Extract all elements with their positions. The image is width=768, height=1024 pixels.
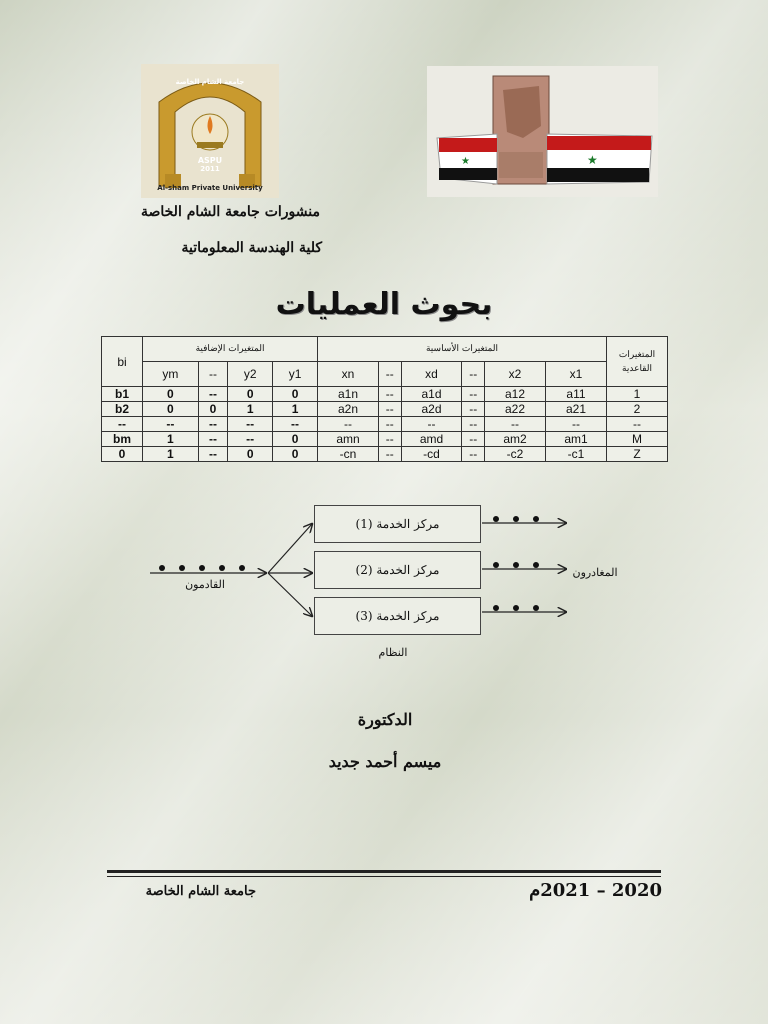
arrivals-dots	[159, 565, 245, 571]
table-cell: a12	[485, 387, 546, 402]
table-cell: 0	[273, 432, 318, 447]
var-xd: xd	[401, 362, 462, 387]
svg-text:★: ★	[461, 156, 470, 167]
table-cell: M	[607, 432, 668, 447]
table-cell: --	[318, 417, 379, 432]
table-cell: --	[228, 417, 273, 432]
service-center-1: مركز الخدمة (1)	[314, 505, 481, 543]
table-cell: --	[378, 432, 401, 447]
system-label: النظام	[378, 646, 408, 659]
table-cell: --	[462, 402, 485, 417]
var-x1: x1	[545, 362, 606, 387]
table-cell: 1	[228, 402, 273, 417]
table-cell: 0	[143, 402, 199, 417]
table-cell: 0	[228, 387, 273, 402]
table-cell: --	[228, 432, 273, 447]
table-cell: --	[198, 387, 228, 402]
table-cell: --	[378, 447, 401, 462]
table-cell: a22	[485, 402, 546, 417]
service-center-2: مركز الخدمة (2)	[314, 551, 481, 589]
author-name: ميسم أحمد جديد	[328, 752, 442, 771]
author-title: الدكتورة	[357, 710, 413, 729]
table-cell: Z	[607, 447, 668, 462]
table-cell: a2n	[318, 402, 379, 417]
table-row	[102, 402, 668, 417]
fan-arrow-3	[268, 573, 312, 616]
table-cell: --	[462, 417, 485, 432]
table-cell: am2	[485, 432, 546, 447]
arrivals-label: القادمون	[185, 578, 225, 591]
slack-vars-header: المتغيرات الإضافية	[143, 337, 318, 362]
table-cell: --	[462, 432, 485, 447]
basic-vars-header: المتغيرات القاعدية	[607, 337, 668, 387]
table-cell: --	[545, 417, 606, 432]
var-y1: y1	[273, 362, 318, 387]
table-cell: --	[607, 417, 668, 432]
main-vars-header: المتغيرات الأساسية	[318, 337, 607, 362]
table-cell: --	[378, 387, 401, 402]
logo-abbr: ASPU	[197, 156, 223, 165]
footer-university: جامعة الشام الخاصة	[145, 884, 256, 899]
university-logo	[141, 64, 279, 198]
departures-label: المغادرون	[572, 566, 618, 579]
table-cell: --	[462, 447, 485, 462]
table-cell: --	[401, 417, 462, 432]
table-cell: --	[198, 432, 228, 447]
var-xn: xn	[318, 362, 379, 387]
table-cell: bm	[102, 432, 143, 447]
book-title: بحوث العمليات	[275, 287, 493, 322]
table-cell: --	[378, 402, 401, 417]
table-cell: a2d	[401, 402, 462, 417]
table-cell: --	[198, 417, 228, 432]
var-y2: y2	[228, 362, 273, 387]
table-row	[102, 432, 668, 447]
table-cell: am1	[545, 432, 606, 447]
publisher-line: منشورات جامعة الشام الخاصة	[140, 204, 320, 220]
var-ym: ym	[143, 362, 199, 387]
bi-header: bi	[102, 337, 143, 387]
table-cell: b2	[102, 402, 143, 417]
simplex-table	[101, 336, 668, 462]
table-cell: 1	[143, 447, 199, 462]
table-body	[102, 387, 668, 462]
table-cell: -cn	[318, 447, 379, 462]
table-cell: a1d	[401, 387, 462, 402]
logo-caption: Al-sham Private University	[157, 184, 263, 192]
table-cell: 0	[273, 447, 318, 462]
fan-arrow-1	[268, 524, 312, 573]
table-row	[102, 387, 668, 402]
svg-text:★: ★	[587, 153, 598, 167]
table-cell: 0	[143, 387, 199, 402]
service-center-3: مركز الخدمة (3)	[314, 597, 481, 635]
table-cell: 0	[228, 447, 273, 462]
table-cell: 2	[607, 402, 668, 417]
table-cell: amn	[318, 432, 379, 447]
table-cell: --	[143, 417, 199, 432]
table-cell: b1	[102, 387, 143, 402]
footer-rule-thin	[107, 876, 661, 877]
table-cell: --	[198, 447, 228, 462]
table-cell: -c2	[485, 447, 546, 462]
syria-emblem-logo	[427, 66, 658, 197]
table-cell: --	[102, 417, 143, 432]
table-cell: -cd	[401, 447, 462, 462]
logo-arabic-text: جامعة الشام الخاصة	[175, 78, 245, 86]
table-cell: a11	[545, 387, 606, 402]
table-cell: 1	[273, 402, 318, 417]
table-cell: 1	[607, 387, 668, 402]
var-dash: --	[198, 362, 228, 387]
footer-year: 2020 – 2021م	[529, 880, 662, 901]
table-cell: --	[485, 417, 546, 432]
table-cell: a1n	[318, 387, 379, 402]
table-cell: 1	[143, 432, 199, 447]
table-cell: 0	[102, 447, 143, 462]
table-cell: --	[378, 417, 401, 432]
var-dash: --	[378, 362, 401, 387]
table-row	[102, 417, 668, 432]
departure-dots	[493, 516, 539, 611]
logo-year: 2011	[200, 165, 220, 173]
var-x2: x2	[485, 362, 546, 387]
table-cell: 0	[273, 387, 318, 402]
footer-rule-thick	[107, 870, 661, 873]
table-cell: --	[273, 417, 318, 432]
var-dash: --	[462, 362, 485, 387]
syria-map-flags-emblem-icon	[427, 66, 658, 197]
table-cell: amd	[401, 432, 462, 447]
table-cell: a21	[545, 402, 606, 417]
table-row	[102, 447, 668, 462]
table-cell: -c1	[545, 447, 606, 462]
faculty-line: كلية الهندسة المعلوماتية	[181, 240, 322, 256]
table-cell: --	[462, 387, 485, 402]
table-cell: 0	[198, 402, 228, 417]
